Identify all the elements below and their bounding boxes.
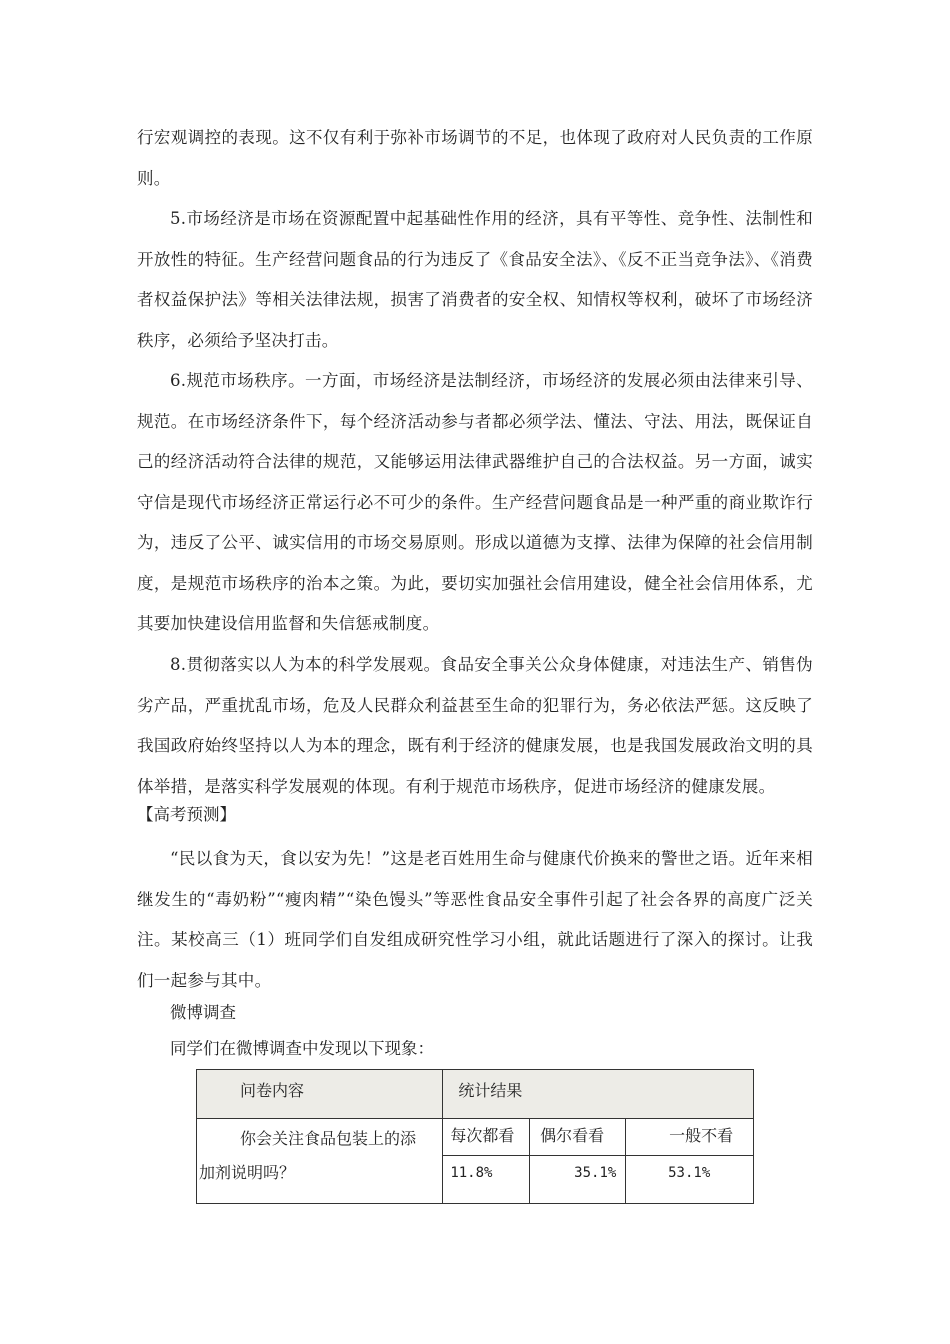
value-generally-not: 53.1% bbox=[626, 1156, 754, 1204]
paragraph-6: 6.规范市场秩序。一方面，市场经济是法制经济，市场经济的发展必须由法律来引导、规范。在市场经济条件下，每个经济活动参与者都必须学法、懂法、守法、用法，既保证自己的经济活动符合法律的规范，又能够运用法律武器维护自己的合法权益。另一方面，诚实守信是现代市场经济正常运行必不可少的条件。生产经营问题食品是一种严重的商业欺诈行为，违反了公平、诚实信用的市场交易原则。形成以道德为支撑、法律为保障的社会信用制度，是规范市场秩序的治本之策。为此，要切实加强社会信用建设，健全社会信用体系，尤其要加快建设信用监督和失信惩戒制度。 bbox=[137, 371, 813, 633]
paragraph-continued: 行宏观调控的表现。这不仅有利于弥补市场调节的不足，也体现了政府对人民负责的工作原则。 bbox=[137, 128, 813, 188]
question-line-2: 加剂说明吗？ bbox=[199, 1163, 296, 1182]
option-every-time: 每次都看 bbox=[443, 1119, 530, 1156]
paragraph-8: 8.贯彻落实以人为本的科学发展观。食品安全事关公众身体健康，对违法生产、销售伪劣产品，严重扰乱市场，危及人民群众利益甚至生命的犯罪行为，务必依法严惩。这反映了我国政府始终坚持以人为本的理念，既有利于经济的健康发展，也是我国发展政治文明的具体举措，是落实科学发展观的体现。有利于规范市场秩序，促进市场经济的健康发展。 bbox=[137, 655, 813, 796]
header-question-cell: 问卷内容 bbox=[197, 1070, 443, 1119]
paragraph-5: 5.市场经济是市场在资源配置中起基础性作用的经济，具有平等性、竞争性、法制性和开放性的特征。生产经营问题食品的行为违反了《食品安全法》、《反不正当竞争法》、《消费者权益保护法》等相关法律法规，损害了消费者的安全权、知情权等权利，破坏了市场经济秩序，必须给予坚决打击。 bbox=[137, 209, 813, 350]
header-result-cell: 统计结果 bbox=[443, 1070, 754, 1119]
option-occasionally: 偶尔看看 bbox=[530, 1119, 626, 1156]
weibo-survey-title: 微博调查 bbox=[170, 1003, 236, 1022]
section-title: 【高考预测】 bbox=[137, 805, 236, 824]
table-row bbox=[197, 1119, 754, 1156]
question-line-1: 你会关注食品包装上的添 bbox=[240, 1129, 417, 1148]
intro-paragraph: “民以食为天，食以安为先！”这是老百姓用生命与健康代价换来的警世之语。近年来相继发生的“毒奶粉”“瘦肉精”“染色馒头”等恶性食品安全事件引起了社会各界的高度广泛关注。某校高三（1）班同学们自发组成研究性学习小组，就此话题进行了深入的探讨。让我们一起参与其中。 bbox=[137, 849, 813, 990]
weibo-survey-description: 同学们在微博调查中发现以下现象： bbox=[170, 1039, 434, 1058]
option-generally-not: 一般不看 bbox=[626, 1119, 754, 1156]
value-occasionally: 35.1% bbox=[530, 1156, 626, 1204]
survey-table bbox=[196, 1069, 754, 1204]
value-every-time: 11.8% bbox=[443, 1156, 530, 1204]
question-cell bbox=[197, 1119, 443, 1204]
table-header-row bbox=[197, 1070, 754, 1119]
